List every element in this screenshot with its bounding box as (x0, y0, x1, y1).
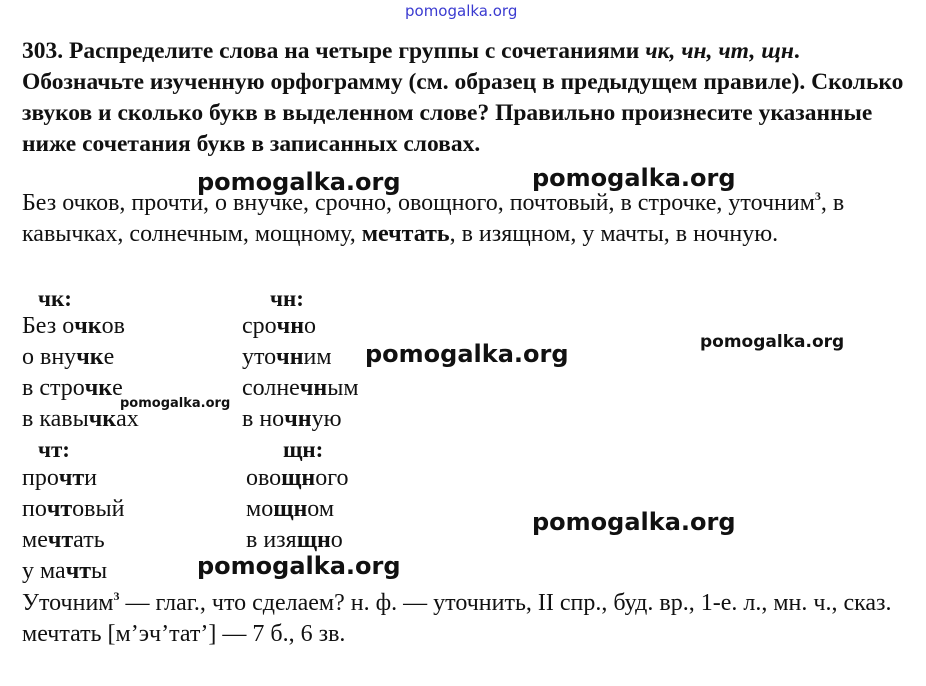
word-list-part1: Без очков, прочти, о внучке, срочно, овощного, почтовый, в строчке, уточним (22, 190, 815, 216)
watermark: pomogalka.org (197, 552, 401, 580)
word-pre: о вну (22, 344, 77, 370)
word-pre: мо (246, 496, 274, 522)
word-post: овый (72, 496, 125, 522)
word-shchn (246, 494, 349, 525)
word-chn (242, 342, 359, 373)
word-pre: в но (242, 406, 285, 432)
task-text-before: Распределите слова на четыре группы с сочетаниями (63, 38, 646, 64)
word-combo: чк (76, 344, 104, 370)
word-chn (242, 404, 359, 435)
analysis-sup: 3 (113, 589, 120, 603)
word-combo: чк (84, 375, 113, 401)
word-cht (22, 463, 124, 494)
word-post: ого (315, 465, 349, 491)
word-post: ов (101, 313, 125, 339)
analysis-line-2: мечтать [м’эч’тат’] — 7 б., 6 зв. (22, 621, 346, 647)
group-label-chk: чк: (38, 286, 72, 311)
word-combo: чт (58, 465, 85, 491)
word-chn (242, 311, 359, 342)
word-combo: чт (47, 527, 74, 553)
word-post: ах (116, 406, 139, 432)
word-post: ом (307, 496, 335, 522)
task-number: 303. (22, 38, 64, 64)
group-cht-list (22, 463, 124, 587)
word-cht (22, 556, 124, 587)
word-combo: чн (299, 375, 328, 401)
word-combo: чн (276, 344, 304, 370)
word-pre: в кавы (22, 406, 89, 432)
word-pre: ово (246, 465, 282, 491)
word-list (22, 188, 918, 250)
analysis-line-1 (22, 588, 918, 619)
word-post: ы (91, 558, 108, 584)
footnote-marker: 3 (814, 189, 821, 203)
word-post: ым (327, 375, 359, 401)
word-cht (22, 494, 124, 525)
group-shchn-list (246, 463, 349, 556)
word-combo: чн (276, 313, 305, 339)
word-combo: щн (281, 465, 316, 491)
task-statement (22, 36, 918, 160)
watermark: pomogalka.org (365, 340, 569, 368)
group-label-shchn: щн: (283, 437, 324, 462)
word-post: о (330, 527, 343, 553)
word-combo: чк (88, 406, 117, 432)
analysis (22, 588, 918, 650)
word-pre: солне (242, 375, 300, 401)
word-chk (22, 311, 139, 342)
word-combo: чт (46, 496, 73, 522)
word-combo: чт (65, 558, 92, 584)
word-pre: у ма (22, 558, 66, 584)
word-list-part2: , в кавычках, солнечным, мощному, (22, 190, 845, 247)
word-post: и (84, 465, 98, 491)
watermark: pomogalka.org (700, 332, 845, 352)
watermark: pomogalka.org (120, 396, 231, 411)
word-post: е (112, 375, 123, 401)
watermark: pomogalka.org (197, 168, 401, 196)
watermark-top: pomogalka.org (405, 2, 518, 20)
task-text-after: . Обозначьте изученную орфограмму (см. образец в предыдущем правиле). Сколько звуков и сколько букв в выделенном слове? Правильно произнесите указанные ниже сочетания букв в записанных словах. (22, 38, 904, 157)
highlighted-word: мечтать (361, 221, 450, 247)
analysis-word: Уточним (22, 590, 114, 616)
word-chk (22, 342, 139, 373)
word-combo: щн (273, 496, 308, 522)
word-list-part3: , в изящном, у мачты, в ночную. (449, 221, 779, 247)
watermark: pomogalka.org (532, 164, 736, 192)
word-post: е (103, 344, 115, 370)
group-label-chn: чн: (270, 286, 304, 311)
word-pre: Без о (22, 313, 75, 339)
word-post: им (303, 344, 332, 370)
word-post: ать (73, 527, 105, 553)
word-post: о (304, 313, 317, 339)
word-combo: чк (74, 313, 102, 339)
group-chn-list (242, 311, 359, 435)
word-pre: по (22, 496, 47, 522)
group-chk-list (22, 311, 139, 435)
word-pre: ме (22, 527, 48, 553)
word-pre: уто (242, 344, 277, 370)
group-label-cht: чт: (38, 437, 70, 462)
word-cht (22, 525, 124, 556)
word-pre: в изя (246, 527, 297, 553)
word-chn (242, 373, 359, 404)
word-combo: чн (284, 406, 312, 432)
word-shchn (246, 463, 349, 494)
word-pre: про (22, 465, 59, 491)
task-combos: чк, чн, чт, щн (645, 38, 794, 64)
watermark: pomogalka.org (532, 508, 736, 536)
word-post: ую (311, 406, 342, 432)
word-pre: в стро (22, 375, 85, 401)
word-combo: щн (296, 527, 331, 553)
analysis-text: — глаг., что сделаем? н. ф. — уточнить, II спр., буд. вр., 1-е. л., мн. ч., сказ. (119, 590, 892, 616)
word-pre: сро (242, 313, 277, 339)
